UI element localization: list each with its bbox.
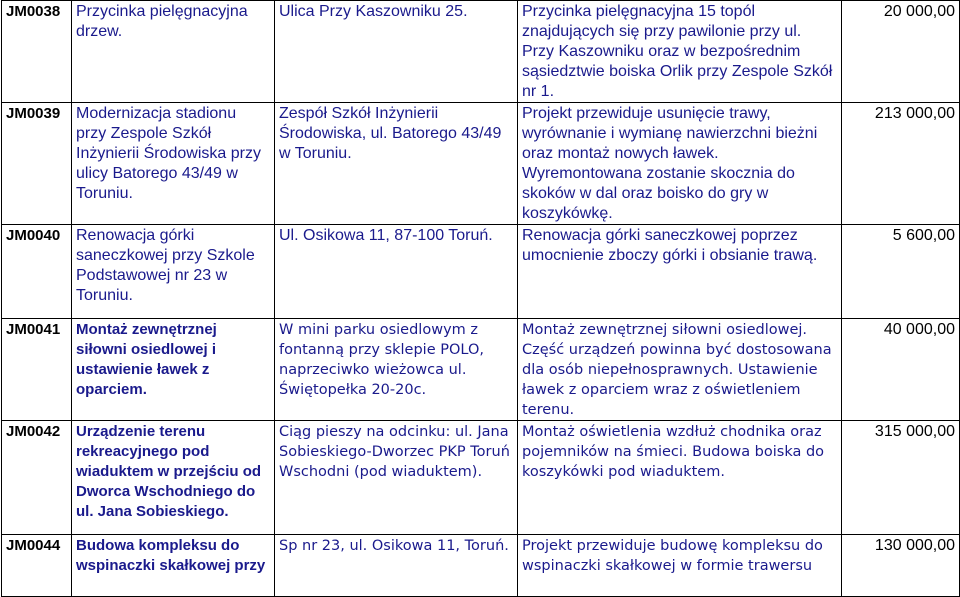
- table-row: [2, 319, 960, 421]
- project-code: JM0038: [2, 1, 72, 103]
- project-description: Montaż zewnętrznej siłowni osiedlowej. Część urządzeń powinna być dostosowana dla osób niepełnosprawnych. Ustawienie ławek z oparciem wraz z oświetleniem terenu.: [518, 319, 842, 421]
- project-description: Montaż oświetlenia wzdłuż chodnika oraz pojemników na śmieci. Budowa boiska do koszykówki pod wiaduktem.: [518, 421, 842, 535]
- table-row: [2, 225, 960, 319]
- project-code: JM0039: [2, 103, 72, 225]
- project-location: Ciąg pieszy na odcinku: ul. Jana Sobieskiego-Dworzec PKP Toruń Wschodni (pod wiaduktem).: [275, 421, 518, 535]
- project-code: JM0040: [2, 225, 72, 319]
- table-row: [2, 421, 960, 535]
- project-amount: 20 000,00: [842, 1, 960, 103]
- project-description: Renowacja górki saneczkowej poprzez umocnienie zboczy górki i obsianie trawą.: [518, 225, 842, 319]
- project-name: Renowacja górki saneczkowej przy Szkole Podstawowej nr 23 w Toruniu.: [72, 225, 275, 319]
- table-row: [2, 103, 960, 225]
- project-name: Przycinka pielęgnacyjna drzew.: [72, 1, 275, 103]
- project-location: Ulica Przy Kaszowniku 25.: [275, 1, 518, 103]
- project-amount: 315 000,00: [842, 421, 960, 535]
- project-description: Przycinka pielęgnacyjna 15 topól znajdujących się przy pawilonie przy ul. Przy Kaszowniku oraz w bezpośrednim sąsiedztwie boiska Orlik przy Zespole Szkół nr 1.: [518, 1, 842, 103]
- project-location: Ul. Osikowa 11, 87-100 Toruń.: [275, 225, 518, 319]
- table-row: [2, 535, 960, 597]
- project-name: Montaż zewnętrznej siłowni osiedlowej i ustawienie ławek z oparciem.: [72, 319, 275, 421]
- project-name: Modernizacja stadionu przy Zespole Szkół Inżynierii Środowiska przy ulicy Batorego 43/49 w Toruniu.: [72, 103, 275, 225]
- project-amount: 130 000,00: [842, 535, 960, 597]
- project-name: Urządzenie terenu rekreacyjnego pod wiaduktem w przejściu od Dworca Wschodniego do ul. Jana Sobieskiego.: [72, 421, 275, 535]
- project-code: JM0042: [2, 421, 72, 535]
- project-location: Zespół Szkół Inżynierii Środowiska, ul. Batorego 43/49 w Toruniu.: [275, 103, 518, 225]
- project-amount: 5 600,00: [842, 225, 960, 319]
- project-location: Sp nr 23, ul. Osikowa 11, Toruń.: [275, 535, 518, 597]
- project-code: JM0041: [2, 319, 72, 421]
- project-amount: 213 000,00: [842, 103, 960, 225]
- project-description: Projekt przewiduje budowę kompleksu do wspinaczki skałkowej w formie trawersu: [518, 535, 842, 597]
- table-row: [2, 1, 960, 103]
- project-name: Budowa kompleksu do wspinaczki skałkowej przy: [72, 535, 275, 597]
- project-location: W mini parku osiedlowym z fontanną przy sklepie POLO, naprzeciwko wieżowca ul. Świętopełka 20-20c.: [275, 319, 518, 421]
- project-code: JM0044: [2, 535, 72, 597]
- project-amount: 40 000,00: [842, 319, 960, 421]
- project-description: Projekt przewiduje usunięcie trawy, wyrównanie i wymianę nawierzchni bieżni oraz montaż nowych ławek. Wyremontowana zostanie skocznia do skoków w dal oraz boisko do gry w koszykówkę.: [518, 103, 842, 225]
- projects-table: [1, 0, 960, 597]
